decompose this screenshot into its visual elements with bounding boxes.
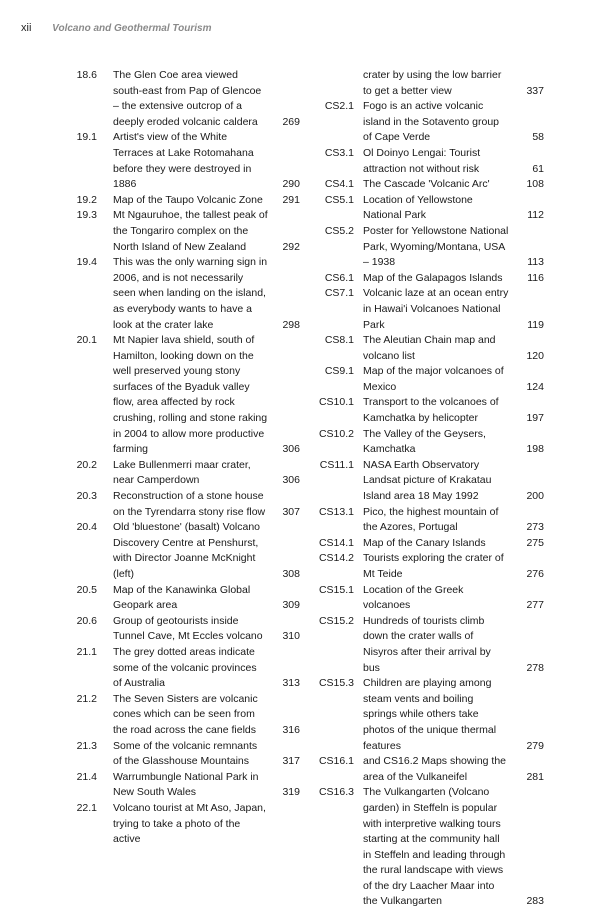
figure-entry	[314, 68, 544, 99]
figure-caption: Mt Ngauruhoe, the tallest peak of the Tongariro complex on the North Island of New Zealand	[113, 209, 268, 253]
figure-caption: Old 'bluestone' (basalt) Volcano Discovery Centre at Penshurst, with Director Joanne McKnight (left)	[113, 521, 261, 580]
figure-page: 313	[282, 677, 300, 690]
figure-number: 20.3	[76, 490, 97, 503]
figure-entry	[314, 333, 544, 364]
figure-number: 19.1	[76, 131, 97, 144]
figure-caption: Children are playing among steam vents and boiling springs while others take photos of the unique thermal features	[363, 677, 497, 752]
figure-number: CS8.1	[324, 334, 354, 347]
figure-number: CS7.1	[324, 287, 354, 300]
figure-number: CS13.1	[318, 505, 354, 518]
figure-page: 290	[282, 178, 300, 191]
figure-caption: The grey dotted areas indicate some of the volcanic provinces of Australia	[113, 645, 257, 690]
figure-number: CS14.1	[318, 536, 354, 549]
figure-number: 20.2	[76, 458, 97, 471]
figure-caption: Volcanic laze at an ocean entry in Hawai'i Volcanoes National Park	[363, 287, 509, 331]
figure-caption: Map of the Kanawinka Global Geopark area	[113, 583, 251, 612]
figure-entry	[314, 427, 544, 458]
figure-caption: Group of geotourists inside Tunnel Cave, Mt Eccles volcano	[113, 614, 263, 643]
figure-entry	[54, 770, 300, 801]
figure-page: 120	[526, 349, 544, 362]
figure-entry	[314, 193, 544, 224]
figure-caption: Reconstruction of a stone house on the Tyrendarra stony rise flow	[113, 490, 266, 518]
figure-entry	[314, 458, 544, 505]
figure-number: CS15.3	[318, 677, 354, 690]
figure-entry	[314, 99, 544, 146]
figure-caption: Some of the volcanic remnants of the Glasshouse Mountains	[113, 739, 258, 768]
figure-page: 317	[282, 755, 300, 768]
figure-caption: Fogo is an active volcanic island in the Sotavento group of Cape Verde	[363, 100, 500, 144]
figure-entry	[314, 286, 544, 333]
figure-page: 281	[526, 770, 544, 783]
figure-caption: NASA Earth Observatory Landsat picture of Krakatau Island area 18 May 1992	[363, 458, 492, 503]
figure-number: 20.4	[76, 521, 97, 534]
figure-entry	[314, 146, 544, 177]
figure-caption: The Seven Sisters are volcanic cones which can be seen from the road across the cane fields	[113, 692, 258, 736]
figure-entry	[54, 614, 300, 645]
figure-number: CS6.1	[324, 271, 354, 284]
figure-caption: Hundreds of tourists climb down the crater walls of Nisyros after their arrival by bus	[363, 614, 491, 674]
figure-number: 20.1	[76, 334, 97, 347]
figure-entry	[314, 551, 544, 582]
figure-page: 124	[526, 380, 544, 393]
figure-entry	[314, 676, 544, 754]
figure-entry	[314, 754, 544, 785]
figure-caption: Volcano tourist at Mt Aso, Japan, trying to take a photo of the active	[113, 801, 266, 846]
figure-page: 58	[532, 131, 544, 144]
figure-page: 197	[526, 412, 544, 425]
figure-caption: Map of the Taupo Volcanic Zone	[113, 193, 263, 206]
figure-page: 113	[527, 256, 544, 269]
figure-number	[314, 68, 363, 99]
figure-number: CS14.2	[318, 552, 354, 565]
figure-number: 21.4	[76, 770, 97, 783]
figure-page: 316	[282, 723, 300, 736]
figure-caption: crater by using the low barrier to get a better view	[363, 69, 502, 97]
figure-number: CS10.1	[318, 396, 354, 409]
figure-page: 307	[282, 505, 300, 518]
figure-caption: Location of Yellowstone National Park	[363, 193, 473, 222]
figure-caption: Pico, the highest mountain of the Azores, Portugal	[363, 505, 499, 534]
figure-number: 21.1	[76, 645, 97, 658]
figure-entry	[54, 739, 300, 770]
figure-entry	[314, 395, 544, 426]
figure-page: 278	[526, 661, 544, 674]
figure-caption: Mt Napier lava shield, south of Hamilton, looking down on the well preserved young stony surfaces of the Byaduk valley flow, area affected by rock crushing, rolling and stone raking in 2004 to allow more productive farming	[113, 334, 268, 456]
figure-entry	[314, 536, 544, 552]
figure-number: CS2.1	[324, 100, 354, 113]
figure-list-left-column	[54, 68, 300, 848]
figure-page: 269	[282, 115, 300, 128]
figure-caption: and CS16.2 Maps showing the area of the Vulkaneifel	[363, 755, 507, 783]
figure-entry	[314, 177, 544, 193]
figure-page: 279	[526, 739, 544, 752]
figure-page: 309	[282, 599, 300, 612]
figure-page: 306	[282, 443, 300, 456]
figure-entry	[54, 801, 300, 848]
figure-entry	[314, 364, 544, 395]
figure-caption: Artist's view of the White Terraces at Lake Rotomahana before they were destroyed in 1886	[113, 131, 254, 191]
figure-caption: The Glen Coe area viewed south-east from Pap of Glencoe – the extensive outcrop of a deeply eroded volcanic caldera	[113, 69, 262, 128]
figure-number: CS15.1	[318, 583, 354, 596]
figure-entry	[314, 505, 544, 536]
figure-page: 276	[526, 568, 544, 580]
figure-entry	[54, 193, 300, 209]
figure-caption: Lake Bullenmerri maar crater, near Camperdown	[113, 458, 251, 487]
figure-page: 292	[282, 240, 300, 253]
figure-page: 200	[526, 490, 544, 503]
figure-caption: The Valley of the Geysers, Kamchatka	[363, 427, 486, 456]
figure-page: 116	[527, 271, 544, 284]
figure-number: 20.6	[76, 614, 97, 627]
figure-number: CS15.2	[318, 614, 354, 627]
figure-page: 275	[526, 536, 544, 549]
figure-caption: Transport to the volcanoes of Kamchatka by helicopter	[363, 396, 499, 425]
figure-number: CS3.1	[324, 146, 354, 159]
figure-number: CS4.1	[324, 178, 354, 191]
figure-caption: The Vulkangarten (Volcano garden) in Steffeln is popular with interpretive walking tours starting at the community hall in Steffeln and leading through the rural landscape with views of the dry Laacher Maar into the Vulkangarten	[363, 786, 506, 908]
figure-page: 61	[532, 162, 544, 175]
figure-number: CS5.1	[324, 193, 354, 206]
figure-page: 337	[526, 84, 544, 97]
figure-number: 19.3	[76, 209, 97, 222]
figure-caption: Tourists exploring the crater of Mt Teide	[363, 552, 504, 580]
figure-entry	[314, 583, 544, 614]
figure-entry	[54, 692, 300, 739]
figure-page: 306	[282, 474, 300, 487]
figure-entry	[54, 255, 300, 333]
figure-caption: Map of the Canary Islands	[363, 536, 486, 549]
figure-caption: Warrumbungle National Park in New South Wales	[113, 770, 259, 799]
figure-number: 22.1	[76, 801, 97, 814]
figure-entry	[314, 224, 544, 271]
figure-entry	[54, 208, 300, 255]
figure-number: CS5.2	[324, 224, 354, 237]
figure-number: 19.2	[76, 193, 97, 206]
figure-caption: The Aleutian Chain map and volcano list	[363, 334, 496, 362]
figure-number: CS9.1	[324, 365, 354, 378]
figure-list-right-column	[314, 68, 544, 910]
figure-page: 273	[526, 521, 544, 534]
figure-number: CS11.1	[319, 458, 354, 471]
figure-page: 283	[526, 895, 544, 908]
figure-entry	[314, 785, 544, 910]
figure-page: 308	[282, 568, 300, 580]
figure-caption: The Cascade 'Volcanic Arc'	[363, 178, 490, 191]
figure-entry	[54, 130, 300, 192]
figure-entry	[54, 458, 300, 489]
figure-number: 18.6	[76, 69, 97, 81]
figure-entry	[54, 68, 300, 130]
figure-entry	[54, 489, 300, 520]
figure-page: 112	[527, 209, 544, 222]
figure-number: 21.3	[76, 739, 97, 752]
figure-entry	[54, 333, 300, 458]
page-number: xii	[21, 22, 32, 34]
running-header	[21, 22, 211, 34]
figure-page: 298	[282, 318, 300, 331]
figure-number: 21.2	[76, 692, 97, 705]
figure-caption: This was the only warning sign in 2006, and is not necessarily seen when landing on the island, as everybody wants to have a look at the crater lake	[113, 256, 268, 331]
figure-number: CS16.3	[318, 786, 354, 799]
figure-entry	[54, 583, 300, 614]
figure-caption: Map of the Galapagos Islands	[363, 271, 503, 284]
figure-page: 108	[526, 178, 544, 191]
figure-caption: Map of the major volcanoes of Mexico	[363, 365, 504, 393]
figure-entry	[314, 614, 544, 676]
book-title: Volcano and Geothermal Tourism	[52, 23, 212, 34]
figure-entry	[54, 645, 300, 692]
figure-page: 198	[526, 443, 544, 456]
figure-number: CS16.1	[318, 755, 354, 768]
figure-number: CS10.2	[318, 427, 354, 440]
figure-caption: Poster for Yellowstone National Park, Wyoming/Montana, USA – 1938	[363, 224, 509, 269]
figure-caption: Location of the Greek volcanoes	[363, 583, 464, 612]
figure-page: 119	[527, 318, 544, 331]
figure-page: 310	[282, 630, 300, 643]
figure-page: 277	[526, 599, 544, 612]
figure-caption: Ol Doinyo Lengai: Tourist attraction not without risk	[363, 146, 481, 175]
figure-number: 19.4	[76, 256, 97, 269]
figure-number: 20.5	[76, 583, 97, 596]
figure-entry	[314, 271, 544, 287]
figure-entry	[54, 520, 300, 582]
figure-page: 319	[282, 786, 300, 799]
figure-page: 291	[282, 193, 300, 206]
